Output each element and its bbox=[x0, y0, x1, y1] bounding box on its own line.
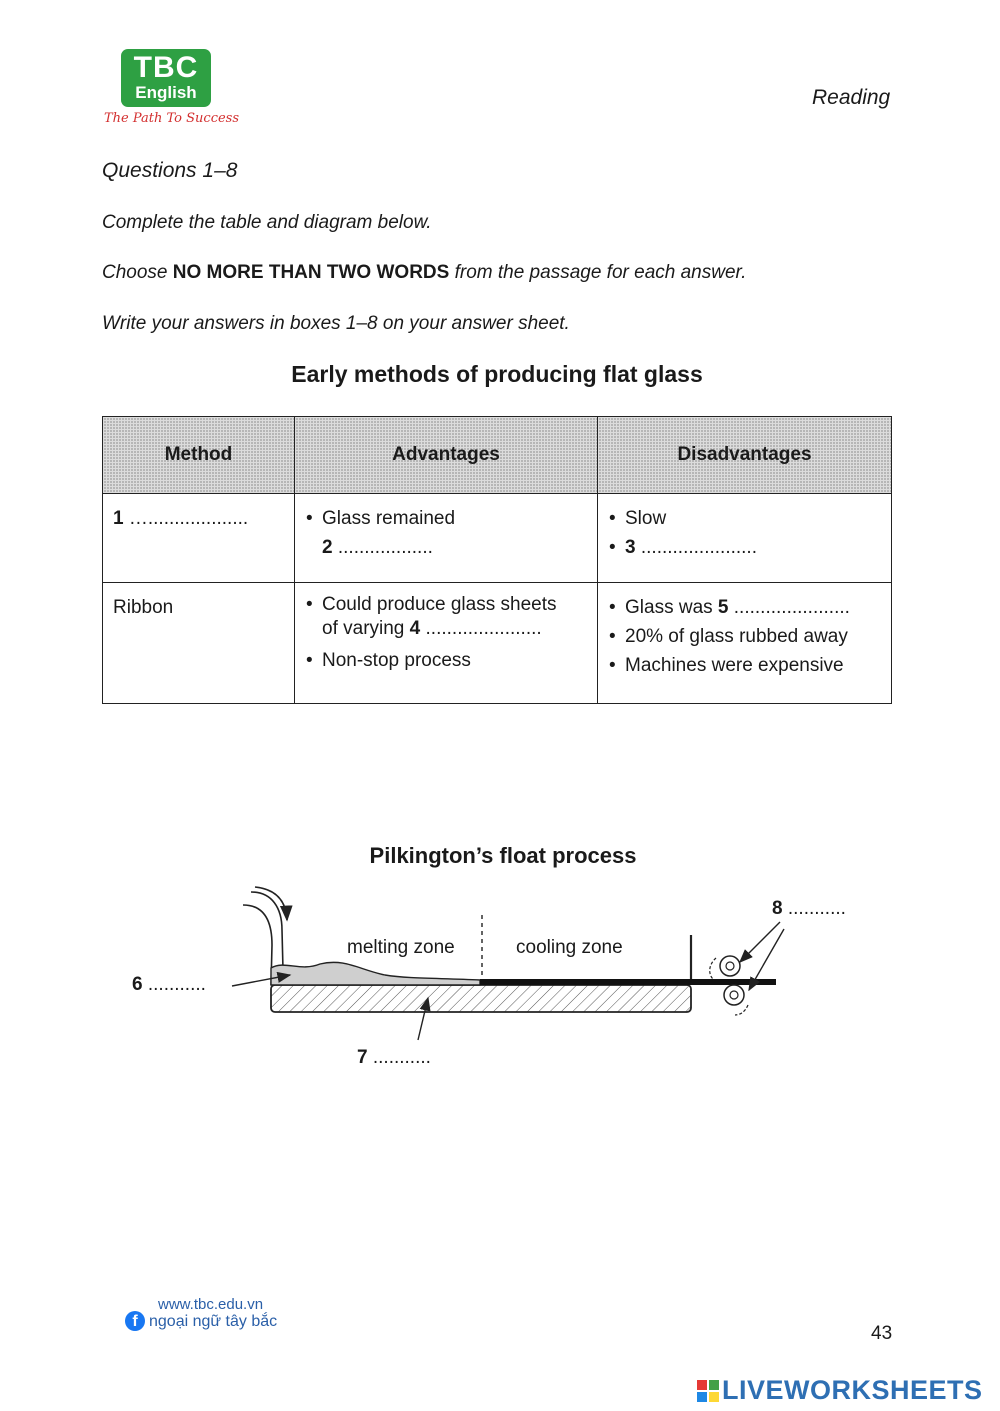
list-item: • Machines were expensive bbox=[608, 651, 881, 680]
answer-5-blank[interactable]: ...................... bbox=[733, 597, 850, 618]
pointer-8a bbox=[740, 922, 780, 962]
molten-glass bbox=[271, 962, 480, 985]
methods-table bbox=[102, 416, 892, 704]
instruction-complete: Complete the table and diagram below. bbox=[102, 212, 432, 233]
label-8 bbox=[772, 898, 846, 920]
row2-dis1-text: Glass was bbox=[625, 597, 718, 618]
logo-tagline: The Path To Success bbox=[104, 111, 240, 126]
table-header-row bbox=[103, 417, 892, 494]
pointer-8b bbox=[749, 929, 784, 990]
answer-3-blank[interactable]: ...................... bbox=[640, 537, 757, 558]
logo-main-text: TBC bbox=[133, 51, 199, 84]
label-7 bbox=[357, 1047, 431, 1069]
row1-adv-text: Glass remained bbox=[322, 508, 456, 529]
answer-2-blank[interactable]: .................. bbox=[337, 537, 433, 558]
row2-method: Ribbon bbox=[103, 583, 295, 704]
row1-method bbox=[103, 494, 295, 583]
website-link[interactable]: www.tbc.edu.vn bbox=[158, 1296, 264, 1313]
pointer-6 bbox=[232, 975, 290, 986]
list-item bbox=[608, 533, 881, 562]
answer-1-blank[interactable]: …................... bbox=[128, 508, 249, 529]
header-advantages: Advantages bbox=[295, 417, 598, 494]
label-6 bbox=[132, 974, 206, 996]
instruction-choose-post: from the passage for each answer. bbox=[449, 262, 747, 283]
logo-sub-text: English bbox=[135, 83, 197, 102]
list-item bbox=[608, 593, 881, 622]
facebook-page-link[interactable]: ngoại ngữ tây bắc bbox=[149, 1313, 278, 1330]
liveworksheets-logo-icon bbox=[697, 1380, 719, 1402]
instruction-choose-pre: Choose bbox=[102, 262, 173, 283]
pour-arrow-line bbox=[255, 887, 287, 920]
list-item bbox=[305, 504, 587, 562]
row2-advantages bbox=[295, 583, 598, 704]
table-row bbox=[103, 583, 892, 704]
row1-disadvantages bbox=[598, 494, 892, 583]
page-number: 43 bbox=[871, 1323, 893, 1344]
row2-adv-line1: Could produce glass sheets bbox=[322, 594, 557, 615]
pour-stream-inner bbox=[251, 892, 283, 970]
pour-stream-outer bbox=[243, 905, 272, 985]
list-item: • 20% of glass rubbed away bbox=[608, 622, 881, 651]
melting-zone-label: melting zone bbox=[347, 937, 455, 958]
answer-4-blank[interactable]: ...................... bbox=[425, 618, 542, 639]
answer-7-blank[interactable]: ........... bbox=[372, 1047, 431, 1068]
row2-adv-line2: of varying bbox=[322, 618, 410, 639]
cooling-zone-label: cooling zone bbox=[516, 937, 623, 958]
liveworksheets-brand: LIVEWORKSHEETS bbox=[722, 1375, 983, 1405]
answer-6-number: 6 bbox=[132, 974, 143, 995]
answer-7-number: 7 bbox=[357, 1047, 368, 1068]
answer-6-blank[interactable]: ........... bbox=[147, 974, 206, 995]
questions-title: Questions 1–8 bbox=[102, 159, 238, 182]
answer-5-number: 5 bbox=[717, 597, 729, 618]
table-row bbox=[103, 494, 892, 583]
answer-1-number: 1 bbox=[113, 508, 124, 529]
glass-ribbon bbox=[480, 979, 776, 985]
row2-disadvantages bbox=[598, 583, 892, 704]
diagram-title: Pilkington’s float process bbox=[369, 843, 637, 868]
instruction-choose bbox=[102, 262, 746, 284]
tin-bath bbox=[271, 985, 691, 1012]
answer-2-number: 2 bbox=[322, 537, 333, 558]
facebook-icon: f bbox=[125, 1311, 145, 1331]
header-disadvantages: Disadvantages bbox=[598, 417, 892, 494]
answer-8-number: 8 bbox=[772, 898, 783, 919]
answer-8-blank[interactable]: ........... bbox=[787, 898, 846, 919]
row1-advantages bbox=[295, 494, 598, 583]
rollers-icon bbox=[710, 956, 748, 1015]
list-item: • Non-stop process bbox=[305, 646, 587, 675]
instruction-write: Write your answers in boxes 1–8 on your answer sheet. bbox=[102, 313, 570, 334]
tbc-logo bbox=[121, 49, 211, 107]
table-title: Early methods of producing flat glass bbox=[291, 361, 703, 387]
instruction-word-limit: NO MORE THAN TWO WORDS bbox=[172, 262, 450, 283]
pointer-7 bbox=[418, 998, 428, 1040]
list-item bbox=[305, 593, 587, 641]
answer-4-number: 4 bbox=[409, 618, 421, 639]
answer-3-number: 3 bbox=[625, 537, 636, 558]
section-label: Reading bbox=[812, 86, 891, 109]
header-method: Method bbox=[103, 417, 295, 494]
list-item: • Slow bbox=[608, 504, 881, 533]
